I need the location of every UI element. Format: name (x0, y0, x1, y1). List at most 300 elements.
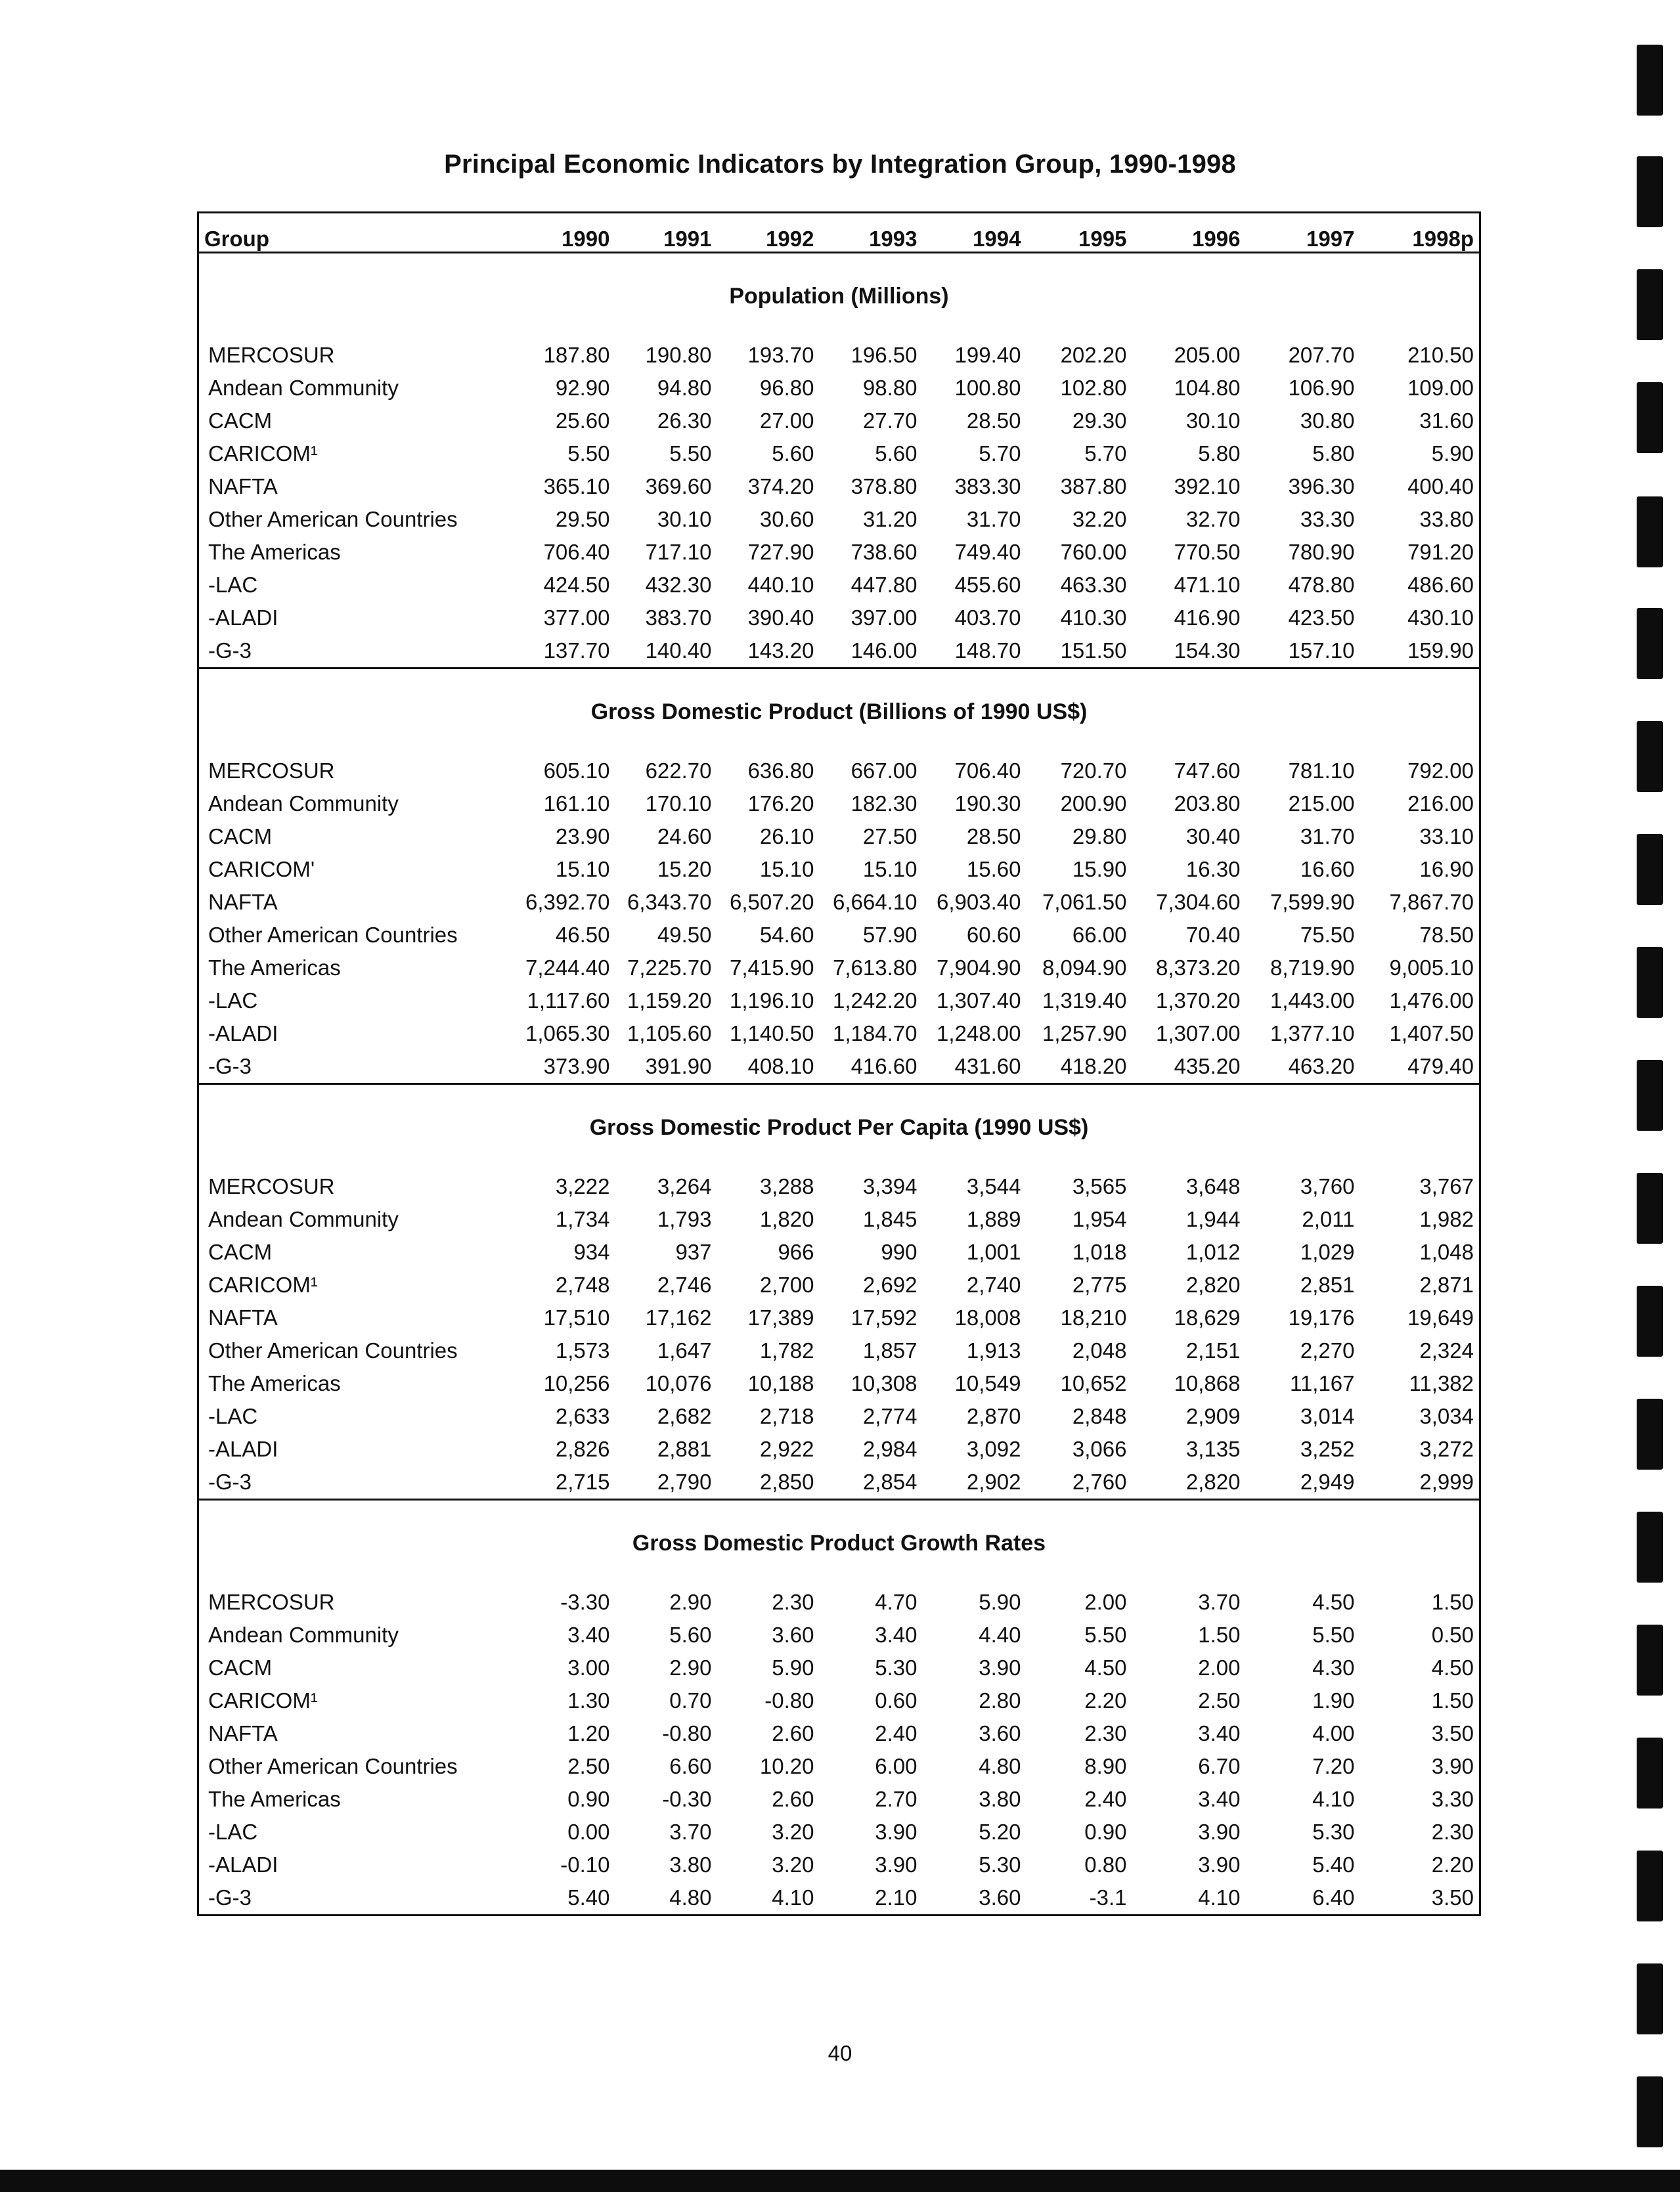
table-cell: 1,001 (966, 1240, 1021, 1264)
table-cell: 137.70 (514, 634, 615, 669)
table-cell: 4.50 (1084, 1655, 1127, 1680)
table-cell: 26.30 (657, 408, 712, 433)
table-cell: 3.50 (1431, 1721, 1474, 1745)
row-label: NAFTA (208, 1305, 278, 1330)
table-cell: 2.40 (1084, 1787, 1127, 1811)
table-cell: 486.60 (1407, 573, 1474, 597)
table-cell: 17,389 (747, 1305, 814, 1330)
table-cell: 937 (675, 1240, 712, 1264)
table-cell: 31.20 (862, 507, 917, 531)
table-cell: 792.00 (1407, 758, 1474, 783)
table-row (198, 503, 1480, 536)
section-header-row (198, 1084, 1480, 1171)
table-cell: -3.1 (1089, 1885, 1127, 1910)
year-column-header: 1998p (1360, 213, 1480, 253)
row-label: The Americas (208, 1787, 341, 1811)
table-row (198, 569, 1480, 602)
table-cell: 2,820 (1132, 1466, 1246, 1500)
table-row (198, 1586, 1480, 1619)
registration-mark (1637, 721, 1663, 792)
table-cell: 5.50 (1312, 1623, 1355, 1647)
table-cell: 161.10 (543, 791, 610, 816)
table-cell: 391.90 (615, 1050, 717, 1084)
table-cell: 6,507.20 (730, 890, 814, 914)
table-cell: 8,373.20 (1156, 955, 1241, 980)
table-cell: 6.60 (669, 1754, 712, 1778)
table-cell: 17,162 (645, 1305, 712, 1330)
table-cell: 2.20 (1431, 1852, 1474, 1877)
table-cell: 2,902 (923, 1466, 1027, 1500)
table-cell: 17,592 (851, 1305, 917, 1330)
table-cell: 2.50 (1198, 1688, 1241, 1713)
row-label: MERCOSUR (208, 1590, 335, 1614)
page-number: 40 (828, 2041, 852, 2065)
table-cell: 30.40 (1185, 824, 1241, 848)
table-cell: 3.90 (1431, 1754, 1474, 1778)
table-cell: 430.10 (1407, 605, 1474, 630)
table-row (198, 1050, 1480, 1084)
table-cell: 1,476.00 (1389, 988, 1474, 1013)
year-column-header: 1991 (615, 213, 717, 253)
table-cell: 196.50 (851, 343, 917, 367)
table-row (198, 1717, 1480, 1750)
table-cell: 0.80 (1084, 1852, 1127, 1877)
table-cell: 6,392.70 (525, 890, 610, 914)
table-cell: 7,867.70 (1389, 890, 1474, 914)
table-cell: 2.00 (1084, 1590, 1127, 1614)
table-cell: 1,370.20 (1156, 988, 1241, 1013)
table-cell: 31.70 (966, 507, 1021, 531)
table-cell: 6,903.40 (937, 890, 1021, 914)
table-cell: 151.50 (1027, 634, 1132, 669)
table-row (198, 634, 1480, 669)
document-title: Principal Economic Indicators by Integration Group, 1990-1998 (444, 150, 1236, 179)
table-cell: 3,135 (1185, 1437, 1241, 1461)
table-cell: 60.60 (966, 923, 1021, 947)
table-row (198, 339, 1480, 372)
row-label: Other American Countries (208, 1754, 458, 1778)
table-cell: 30.10 (657, 507, 712, 531)
table-cell: 3.60 (772, 1623, 814, 1647)
table-cell: 1,242.20 (833, 988, 917, 1013)
table-cell: 5.70 (1084, 441, 1127, 466)
table-cell: 3.80 (669, 1852, 712, 1877)
table-cell: 26.10 (759, 824, 814, 848)
table-cell: 423.50 (1288, 605, 1355, 630)
table-cell: 378.80 (851, 474, 917, 498)
table-cell: 2,048 (1072, 1338, 1127, 1363)
table-cell: 15.10 (555, 857, 610, 881)
table-cell: 392.10 (1174, 474, 1241, 498)
table-cell: 28.50 (966, 408, 1021, 433)
table-cell: 747.60 (1174, 758, 1241, 783)
table-cell: 9,005.10 (1389, 955, 1474, 980)
table-cell: 7.20 (1312, 1754, 1355, 1778)
table-cell: 2,850 (717, 1466, 820, 1500)
table-cell: 2,999 (1360, 1466, 1480, 1500)
table-cell: 109.00 (1407, 376, 1474, 400)
row-label: CARICOM¹ (208, 441, 318, 466)
table-cell: 2,790 (615, 1466, 717, 1500)
table-cell: 7,599.90 (1270, 890, 1355, 914)
table-cell: 990 (881, 1240, 917, 1264)
table-cell: 2,324 (1419, 1338, 1474, 1363)
table-cell: 4.80 (979, 1754, 1021, 1778)
table-cell: 383.30 (954, 474, 1021, 498)
table-cell: 190.80 (645, 343, 712, 367)
table-row (198, 1816, 1480, 1849)
table-cell: 27.00 (759, 408, 814, 433)
table-cell: 1,820 (759, 1207, 814, 1231)
section-title: Gross Domestic Product Growth Rates (632, 1530, 1046, 1556)
table-cell: 408.10 (717, 1050, 820, 1084)
table-row (198, 1881, 1480, 1916)
table-cell: 1,443.00 (1270, 988, 1355, 1013)
registration-mark (1637, 1963, 1663, 2034)
table-cell: 2,851 (1300, 1273, 1355, 1297)
table-cell: 30.10 (1185, 408, 1241, 433)
table-cell: 1,377.10 (1270, 1021, 1355, 1045)
table-cell: 11,382 (1409, 1371, 1474, 1395)
table-cell: 5.80 (1198, 441, 1241, 466)
table-cell: 2.10 (875, 1885, 917, 1910)
table-cell: 94.80 (657, 376, 712, 400)
table-cell: 365.10 (543, 474, 610, 498)
table-cell: 3.80 (979, 1787, 1021, 1811)
table-cell: 1,248.00 (937, 1021, 1021, 1045)
registration-mark (1637, 834, 1663, 905)
row-label: The Americas (208, 1371, 341, 1395)
section-header-row (198, 253, 1480, 340)
table-cell: 0.50 (1431, 1623, 1474, 1647)
table-row (198, 405, 1480, 437)
registration-mark (1637, 496, 1663, 567)
table-cell: 33.10 (1419, 824, 1474, 848)
table-row (198, 853, 1480, 886)
table-cell: 182.30 (851, 791, 917, 816)
registration-mark (1637, 947, 1663, 1018)
table-cell: 5.90 (979, 1590, 1021, 1614)
table-cell: 2,854 (820, 1466, 923, 1500)
table-cell: 7,304.60 (1156, 890, 1241, 914)
table-cell: 791.20 (1407, 540, 1474, 564)
table-cell: 2.70 (875, 1787, 917, 1811)
table-cell: 1,407.50 (1389, 1021, 1474, 1045)
table-cell: 5.40 (567, 1885, 610, 1910)
table-cell: 210.50 (1407, 343, 1474, 367)
table-cell: 5.50 (669, 441, 712, 466)
table-cell: 7,244.40 (525, 955, 610, 980)
table-cell: 1,982 (1419, 1207, 1474, 1231)
table-cell: 760.00 (1060, 540, 1127, 564)
table-cell: 2,949 (1246, 1466, 1360, 1500)
table-cell: 706.40 (954, 758, 1021, 783)
table-cell: 463.20 (1246, 1050, 1360, 1084)
row-label: Andean Community (208, 376, 399, 400)
table-cell: 2,718 (759, 1404, 814, 1428)
table-cell: 11,167 (1290, 1371, 1355, 1395)
section-title: Gross Domestic Product (Billions of 1990 US$) (590, 699, 1088, 724)
table-cell: 3.50 (1431, 1885, 1474, 1910)
table-row (198, 536, 1480, 569)
table-row (198, 470, 1480, 503)
registration-mark (1637, 2076, 1663, 2147)
table-cell: 200.90 (1060, 791, 1127, 816)
table-cell: 187.80 (543, 343, 610, 367)
table-cell: 15.90 (1072, 857, 1127, 881)
row-label: MERCOSUR (208, 343, 335, 367)
row-label: Andean Community (208, 791, 399, 816)
table-row (198, 1849, 1480, 1881)
table-cell: 749.40 (954, 540, 1021, 564)
table-cell: 0.60 (875, 1688, 917, 1713)
table-cell: 1,573 (555, 1338, 610, 1363)
table-cell: 622.70 (645, 758, 712, 783)
table-cell: 3.90 (1198, 1852, 1241, 1877)
table-cell: 396.30 (1288, 474, 1355, 498)
table-cell: 57.90 (862, 923, 917, 947)
row-label: CARICOM' (208, 857, 315, 881)
table-cell: 170.10 (645, 791, 712, 816)
table-cell: 3,066 (1072, 1437, 1127, 1461)
table-cell: 478.80 (1288, 573, 1355, 597)
table-row (198, 1203, 1480, 1236)
year-column-header: 1997 (1246, 213, 1360, 253)
row-label: NAFTA (208, 890, 278, 914)
table-cell: 1.20 (567, 1721, 610, 1745)
table-cell: 2,270 (1300, 1338, 1355, 1363)
table-cell: 32.70 (1185, 507, 1241, 531)
table-cell: 410.30 (1060, 605, 1127, 630)
table-row (198, 1236, 1480, 1269)
table-cell: 1,913 (966, 1338, 1021, 1363)
table-cell: 2,774 (862, 1404, 917, 1428)
registration-mark (1637, 1738, 1663, 1808)
table-cell: 424.50 (543, 573, 610, 597)
table-cell: 3,565 (1072, 1174, 1127, 1198)
table-cell: 1,105.60 (627, 1021, 712, 1045)
table-cell: 146.00 (820, 634, 923, 669)
table-cell: 10.20 (759, 1754, 814, 1778)
table-cell: 199.40 (954, 343, 1021, 367)
table-cell: 7,225.70 (627, 955, 712, 980)
table-cell: 2,011 (1302, 1207, 1355, 1231)
economic-indicators-table (197, 211, 1481, 1916)
table-cell: 5.50 (1084, 1623, 1127, 1647)
table-cell: 10,308 (851, 1371, 917, 1395)
table-cell: 3,014 (1300, 1404, 1355, 1428)
table-cell: 6.70 (1198, 1754, 1241, 1778)
table-cell: 1,944 (1185, 1207, 1241, 1231)
table-cell: 3.40 (567, 1623, 610, 1647)
table-cell: 0.90 (1084, 1820, 1127, 1844)
row-label: CACM (208, 1240, 273, 1264)
table-cell: 3.70 (669, 1820, 712, 1844)
table-cell: -3.30 (560, 1590, 610, 1614)
table-row (198, 820, 1480, 853)
table-cell: 205.00 (1174, 343, 1241, 367)
table-cell: 3.90 (1198, 1820, 1241, 1844)
table-cell: 15.20 (657, 857, 712, 881)
row-label: -G-3 (198, 634, 514, 669)
table-cell: 3.60 (979, 1885, 1021, 1910)
row-label: -ALADI (208, 1021, 278, 1045)
table-cell: 3,034 (1419, 1404, 1474, 1428)
table-cell: 3,544 (966, 1174, 1021, 1198)
table-cell: 4.30 (1312, 1655, 1355, 1680)
table-cell: 2,748 (555, 1273, 610, 1297)
table-cell: 1,954 (1072, 1207, 1127, 1231)
table-cell: 706.40 (543, 540, 610, 564)
table-cell: 54.60 (759, 923, 814, 947)
table-cell: 75.50 (1300, 923, 1355, 947)
table-cell: 471.10 (1174, 573, 1241, 597)
table-cell: 1.90 (1312, 1688, 1355, 1713)
table-cell: 104.80 (1174, 376, 1241, 400)
table-cell: 27.70 (862, 408, 917, 433)
table-cell: 154.30 (1132, 634, 1246, 669)
table-cell: 157.10 (1246, 634, 1360, 669)
registration-mark (1637, 1399, 1663, 1470)
table-cell: 416.60 (820, 1050, 923, 1084)
table-cell: 176.20 (747, 791, 814, 816)
table-cell: 383.70 (645, 605, 712, 630)
table-cell: 3.70 (1198, 1590, 1241, 1614)
table-cell: 1,857 (862, 1338, 917, 1363)
table-cell: 2.90 (669, 1655, 712, 1680)
table-cell: 5.50 (567, 441, 610, 466)
table-row (198, 1619, 1480, 1652)
table-cell: 2.60 (772, 1787, 814, 1811)
registration-mark (1637, 1851, 1663, 1921)
table-cell: 5.60 (669, 1623, 712, 1647)
table-cell: 18,210 (1060, 1305, 1127, 1330)
table-cell: 8,719.90 (1270, 955, 1355, 980)
table-cell: 4.80 (669, 1885, 712, 1910)
row-label: MERCOSUR (208, 1174, 335, 1198)
table-cell: 2,682 (657, 1404, 712, 1428)
table-cell: 934 (573, 1240, 610, 1264)
scan-registration-marks (1634, 0, 1680, 2192)
table-cell: 2,826 (555, 1437, 610, 1461)
row-label: CARICOM¹ (208, 1688, 318, 1713)
table-cell: 1,012 (1185, 1240, 1241, 1264)
row-label: -LAC (208, 1820, 258, 1844)
row-label: NAFTA (208, 474, 278, 498)
table-cell: 432.30 (645, 573, 712, 597)
table-cell: 479.40 (1360, 1050, 1480, 1084)
table-cell: 1,029 (1300, 1240, 1355, 1264)
table-cell: 374.20 (747, 474, 814, 498)
table-cell: -0.80 (764, 1688, 814, 1713)
table-cell: 4.50 (1312, 1590, 1355, 1614)
table-cell: 66.00 (1072, 923, 1127, 947)
table-cell: 28.50 (966, 824, 1021, 848)
table-cell: 1,889 (966, 1207, 1021, 1231)
table-cell: 2.20 (1084, 1688, 1127, 1713)
table-cell: 403.70 (954, 605, 1021, 630)
table-cell: 3,767 (1419, 1174, 1474, 1198)
table-cell: 1,065.30 (525, 1021, 610, 1045)
table-cell: 16.60 (1300, 857, 1355, 881)
table-row (198, 1783, 1480, 1816)
table-cell: 2,984 (862, 1437, 917, 1461)
table-cell: 5.90 (1431, 441, 1474, 466)
table-row (198, 1466, 1480, 1500)
table-row (198, 1367, 1480, 1400)
table-cell: 418.20 (1027, 1050, 1132, 1084)
table-cell: 1,793 (657, 1207, 712, 1231)
table-cell: 4.10 (1198, 1885, 1241, 1910)
table-cell: 2.90 (669, 1590, 712, 1614)
table-cell: 5.20 (979, 1820, 1021, 1844)
table-cell: 102.80 (1060, 376, 1127, 400)
row-label: -LAC (208, 1404, 258, 1428)
table-cell: 377.00 (543, 605, 610, 630)
table-cell: 2,692 (862, 1273, 917, 1297)
table-cell: 3,288 (759, 1174, 814, 1198)
registration-mark (1637, 1060, 1663, 1131)
table-cell: 2,881 (657, 1437, 712, 1461)
row-label: -LAC (208, 988, 258, 1013)
table-cell: 6,343.70 (627, 890, 712, 914)
table-cell: 1,845 (862, 1207, 917, 1231)
section-header-row (198, 669, 1480, 755)
table-cell: 31.60 (1419, 408, 1474, 433)
table-cell: 416.90 (1174, 605, 1241, 630)
table-cell: 440.10 (747, 573, 814, 597)
table-cell: 3,648 (1185, 1174, 1241, 1198)
table-cell: 10,652 (1060, 1371, 1127, 1395)
table-cell: 7,415.90 (730, 955, 814, 980)
table-cell: 3.30 (1431, 1787, 1474, 1811)
table-cell: 1,159.20 (627, 988, 712, 1013)
table-row (198, 919, 1480, 952)
table-cell: -0.30 (662, 1787, 712, 1811)
table-cell: 33.80 (1419, 507, 1474, 531)
table-cell: 1,307.00 (1156, 1021, 1241, 1045)
row-label: CACM (208, 824, 273, 848)
table-cell: 4.70 (875, 1590, 917, 1614)
table-row (198, 984, 1480, 1017)
table-cell: 32.20 (1072, 507, 1127, 531)
row-label: -ALADI (208, 1852, 278, 1877)
table-cell: 738.60 (851, 540, 917, 564)
row-label: Other American Countries (208, 507, 458, 531)
table-cell: 3,394 (862, 1174, 917, 1198)
row-label: Other American Countries (208, 1338, 458, 1363)
table-cell: 1,048 (1419, 1240, 1474, 1264)
table-cell: 2,633 (555, 1404, 610, 1428)
section-title: Gross Domestic Product Per Capita (1990 US$) (589, 1114, 1089, 1140)
table-row (198, 437, 1480, 470)
table-cell: 1.30 (567, 1688, 610, 1713)
table-cell: 5.40 (1312, 1852, 1355, 1877)
registration-mark (1637, 1625, 1663, 1696)
table-row (198, 1269, 1480, 1302)
row-label: -G-3 (208, 1885, 252, 1910)
table-cell: 463.30 (1060, 573, 1127, 597)
table-row (198, 1750, 1480, 1783)
table-cell: 7,613.80 (833, 955, 917, 980)
table-cell: -0.80 (662, 1721, 712, 1745)
table-cell: 1,018 (1072, 1240, 1127, 1264)
section-header-row (198, 1500, 1480, 1587)
table-cell: 0.70 (669, 1688, 712, 1713)
scan-bottom-edge (0, 2170, 1680, 2192)
table-cell: 2,746 (657, 1273, 712, 1297)
table-cell: 2.80 (979, 1688, 1021, 1713)
